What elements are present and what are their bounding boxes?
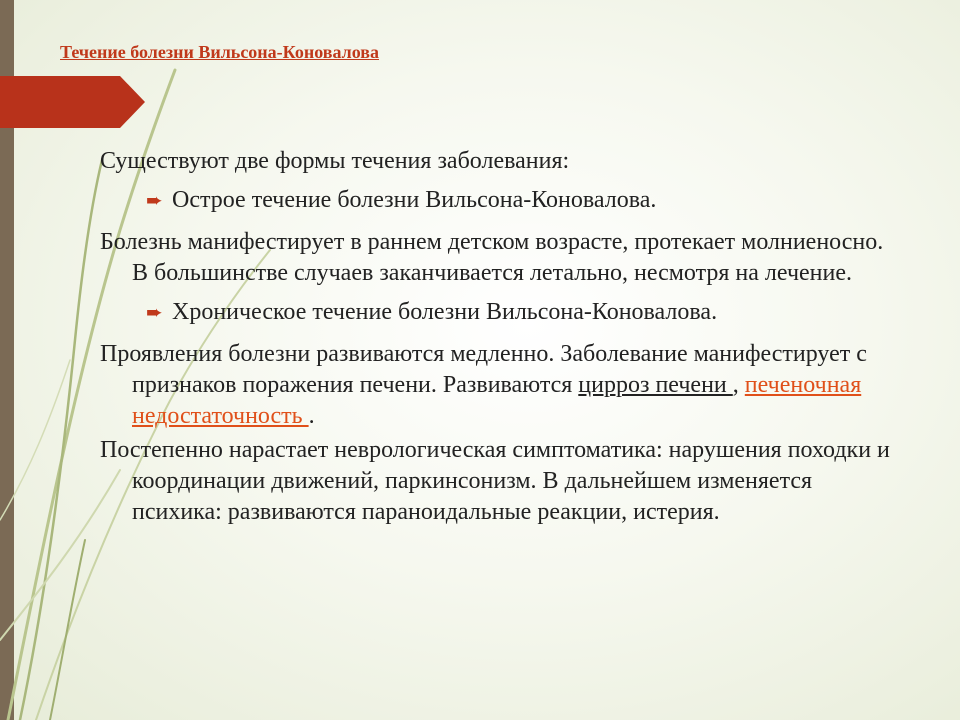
chronic-text-start: Проявления болезни развиваются медленно. Заболевание манифестирует с признаков поражения печени. Развиваются [100, 341, 867, 398]
liver-failure-link[interactable]: печеночная недостаточность [132, 372, 862, 429]
cirrhosis-link[interactable]: цирроз печени [578, 372, 733, 398]
chronic-description [100, 339, 890, 432]
slide-body [100, 146, 890, 531]
chronic-text-end: . [308, 403, 315, 429]
bullet-acute-text: Острое течение болезни Вильсона-Коновалова. [172, 187, 657, 213]
bullet-chronic-form [146, 297, 890, 329]
arrow-right-icon: ➨ [146, 190, 163, 212]
slide-title: Течение болезни Вильсона-Коновалова [60, 42, 379, 62]
title-accent-arrow [0, 76, 145, 128]
neurological-paragraph: Постепенно нарастает неврологическая симптоматика: нарушения походки и координации движений, паркинсонизм. В дальнейшем изменяется психика: развиваются параноидальные реакции, истерия. [100, 437, 890, 525]
arrow-right-icon: ➨ [146, 302, 163, 324]
chronic-text-separator: , [732, 372, 745, 398]
bullet-chronic-text: Хроническое течение болезни Вильсона-Коновалова. [172, 299, 718, 325]
intro-paragraph: Существуют две формы течения заболевания: [100, 148, 570, 174]
acute-description: Болезнь манифестирует в раннем детском возрасте, протекает молниеносно. В большинстве случаев заканчивается летально, несмотря на лечение. [100, 229, 884, 286]
bullet-acute-form [146, 185, 890, 217]
